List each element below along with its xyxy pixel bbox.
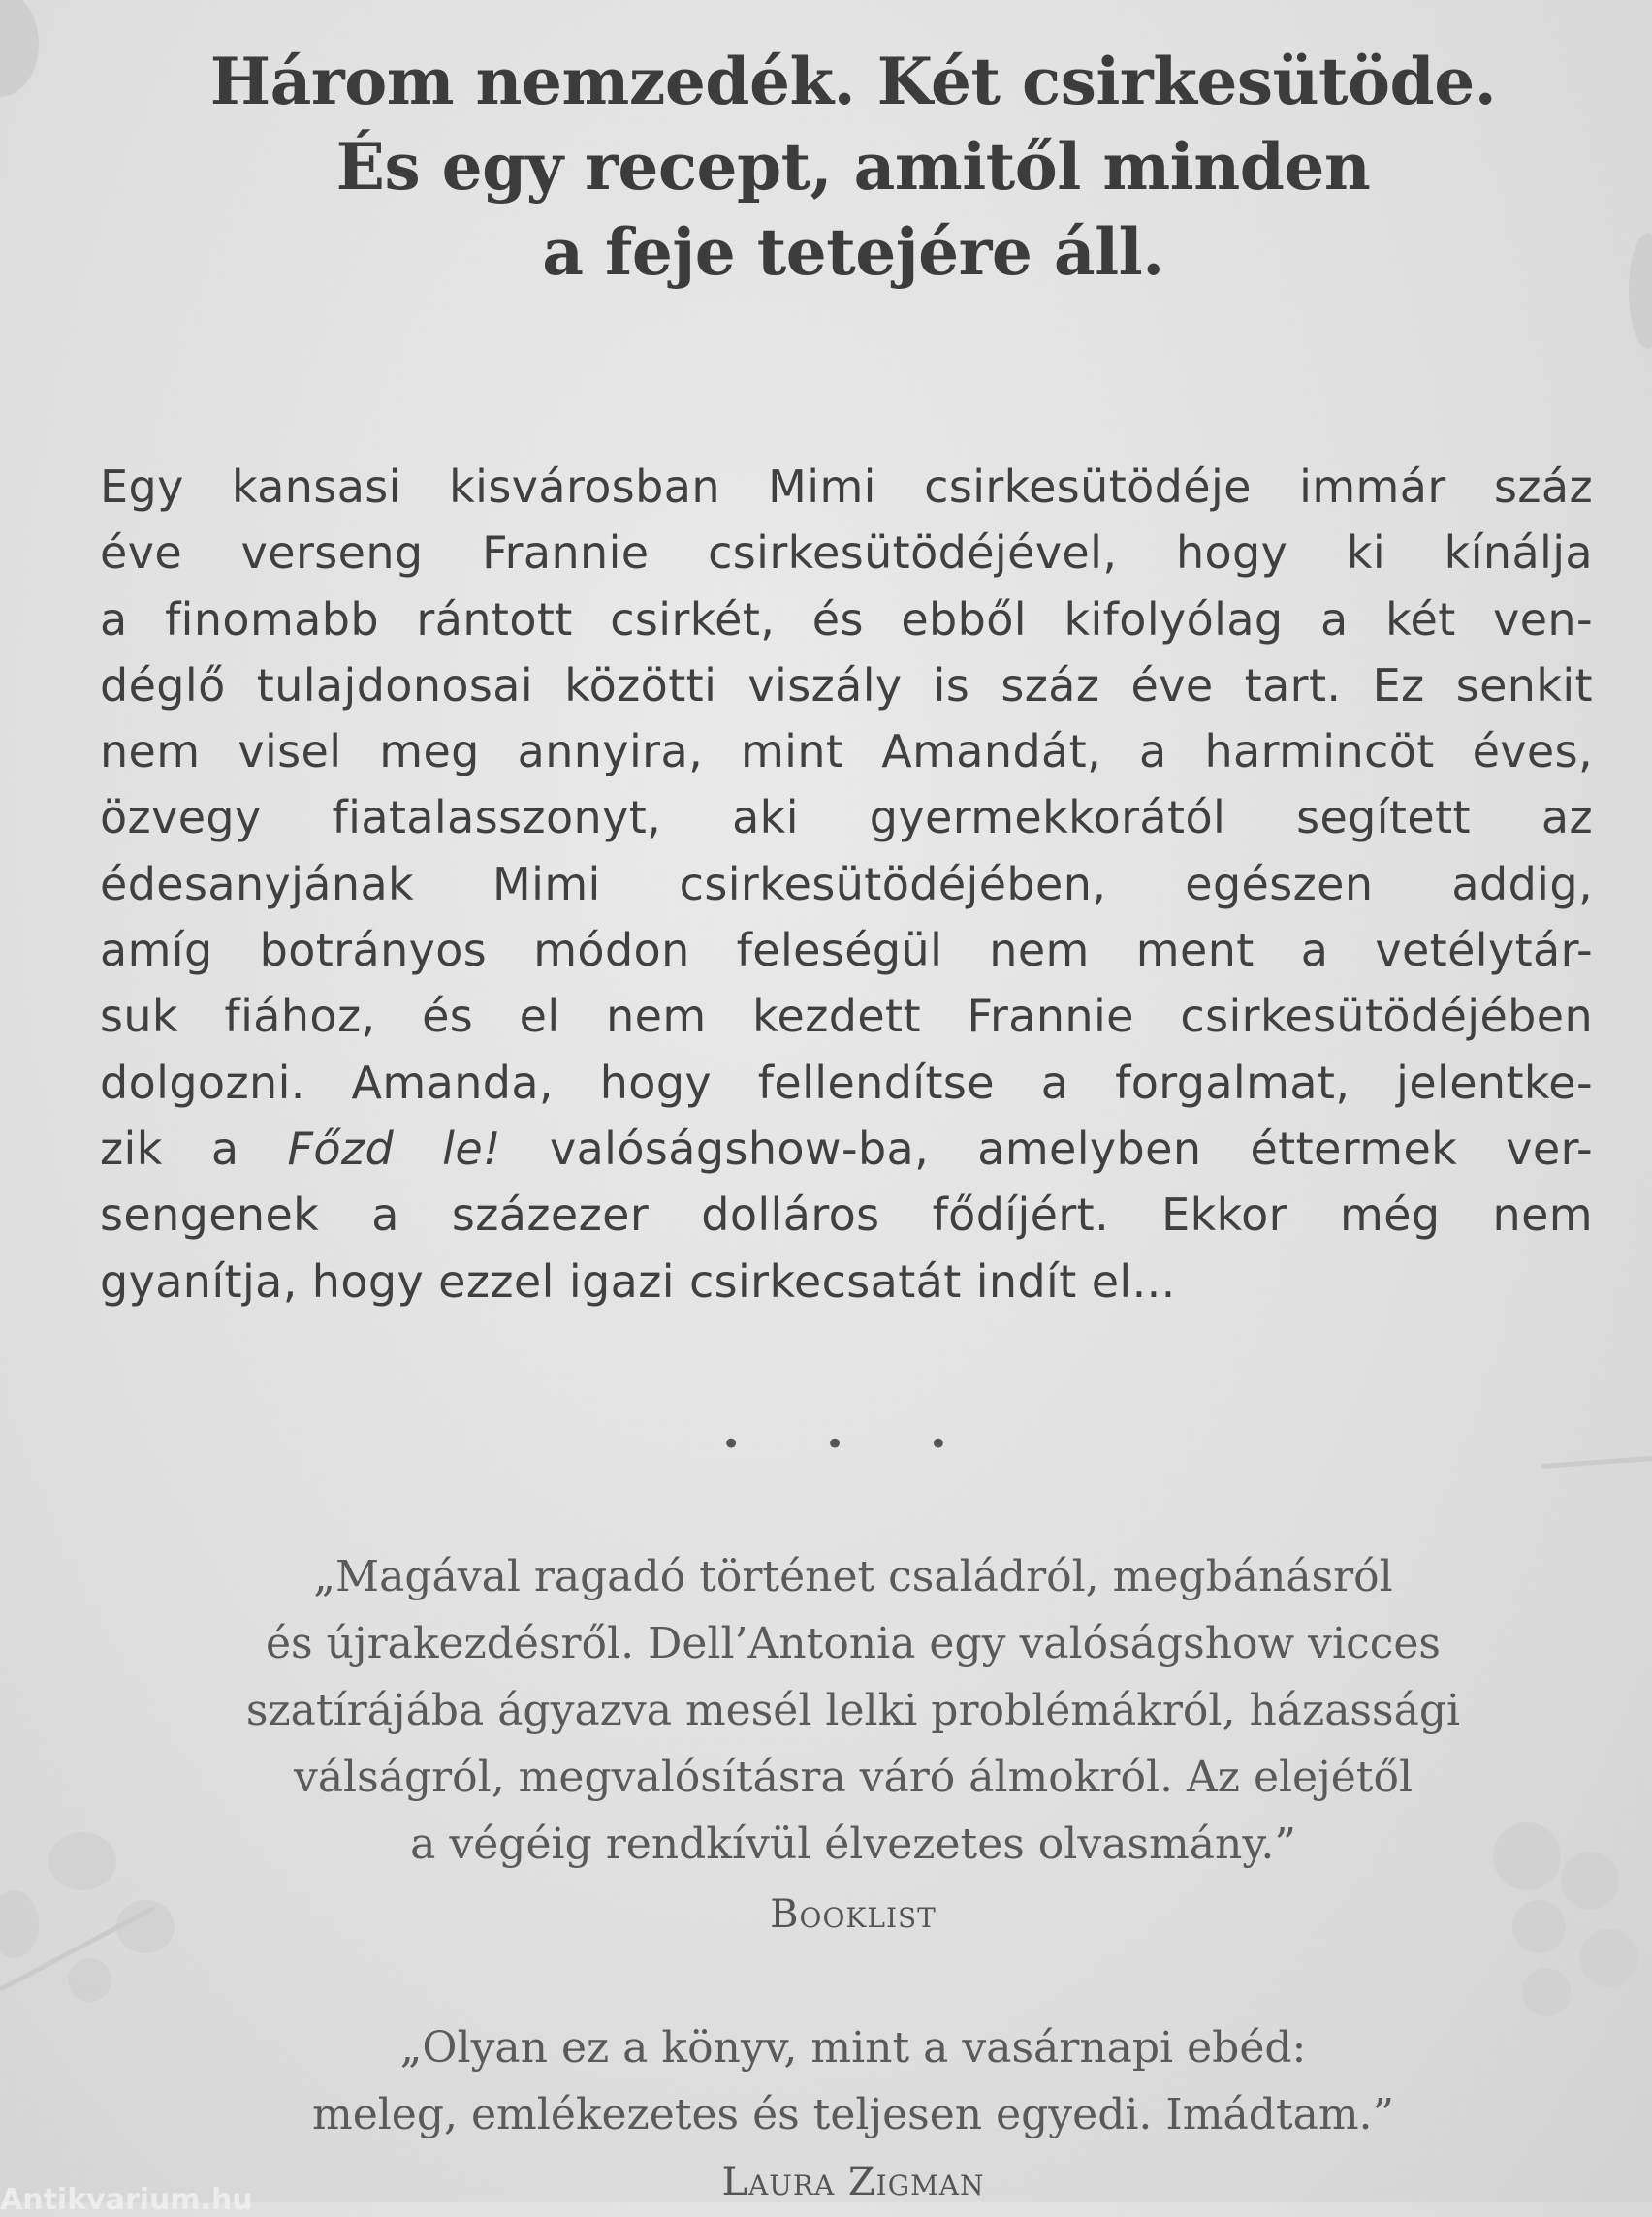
headline (0, 39, 1652, 295)
headline-line: Három nemzedék. Két csirkesütöde. (209, 44, 1497, 119)
separator-dots: • • • (721, 1425, 985, 1464)
show-title: Főzd le! (287, 1122, 501, 1175)
blurb-text: valóságshow-ba, amelyben éttermek ver- (500, 1122, 1593, 1175)
decorative-circle (1522, 1968, 1571, 2016)
blurb-line: Egy kansasi kisvárosban Mimi csirkesütödéje immár száz (100, 460, 1593, 513)
blurb-line: suk fiához, és el nem kezdett Frannie csirkesütödéjében (100, 990, 1593, 1043)
quote-attribution: Booklist (770, 1892, 937, 1937)
watermark: Antikvarium.hu (0, 2183, 253, 2217)
blurb-paragraph (100, 454, 1593, 1314)
decorative-circle (68, 1958, 111, 2002)
blurb-line: éve verseng Frannie csirkesütödéjével, hogy ki kínálja (100, 526, 1593, 580)
quote-line: a végéig rendkívül élvezetes olvasmány.” (410, 1820, 1296, 1869)
blurb-line: gyanítja, hogy ezzel igazi csirkecsatát indít el... (100, 1254, 1176, 1308)
decorative-circle (1580, 1929, 1638, 1987)
blurb-line: nem visel meg annyira, mint Amandát, a harmincöt éves, (100, 725, 1593, 778)
blurb-line: a finomabb rántott csirkét, és ebből kifolyólag a két ven- (100, 592, 1593, 646)
headline-line: a feje tetejére áll. (542, 214, 1164, 290)
blurb-line: déglő tulajdonosai közötti viszály is száz éve tart. Ez senkit (100, 658, 1593, 712)
quote-line: válságról, megvalósításra váró álmokról. Az elejétől (293, 1753, 1414, 1802)
quote-line: „Olyan ez a könyv, mint a vasárnapi ebéd: (399, 2023, 1307, 2073)
blurb-line: dolgozni. Amanda, hogy fellendítse a forgalmat, jelentke- (100, 1056, 1593, 1109)
blurb-line: édesanyjának Mimi csirkesütödéjében, egészen addig, (100, 857, 1593, 910)
quote-line: „Magával ragadó történet családról, megbánásról (313, 1552, 1393, 1601)
review-quote (0, 2014, 1652, 2148)
blurb-line (100, 1116, 1593, 1182)
quote-line: szatírájába ágyazva mesél lelki problémákról, házassági (245, 1686, 1461, 1735)
blurb-line: özvegy fiatalasszonyt, aki gyermekkorától segített az (100, 791, 1593, 844)
blurb-text: zik a (100, 1122, 288, 1175)
blurb-line: sengenek a százezer dolláros fődíjért. Ekkor még nem (100, 1188, 1593, 1242)
review-quote (0, 1543, 1652, 1878)
quote-line: és újrakezdésről. Dell’Antonia egy valóságshow vicces (265, 1619, 1442, 1668)
blurb-line: amíg botrányos módon feleségül nem ment a vetélytár- (100, 924, 1593, 977)
headline-line: És egy recept, amitől minden (335, 129, 1371, 205)
quote-attribution: Laura Zigman (721, 2160, 985, 2204)
quote-line: meleg, emlékezetes és teljesen egyedi. Imádtam.” (311, 2090, 1395, 2139)
